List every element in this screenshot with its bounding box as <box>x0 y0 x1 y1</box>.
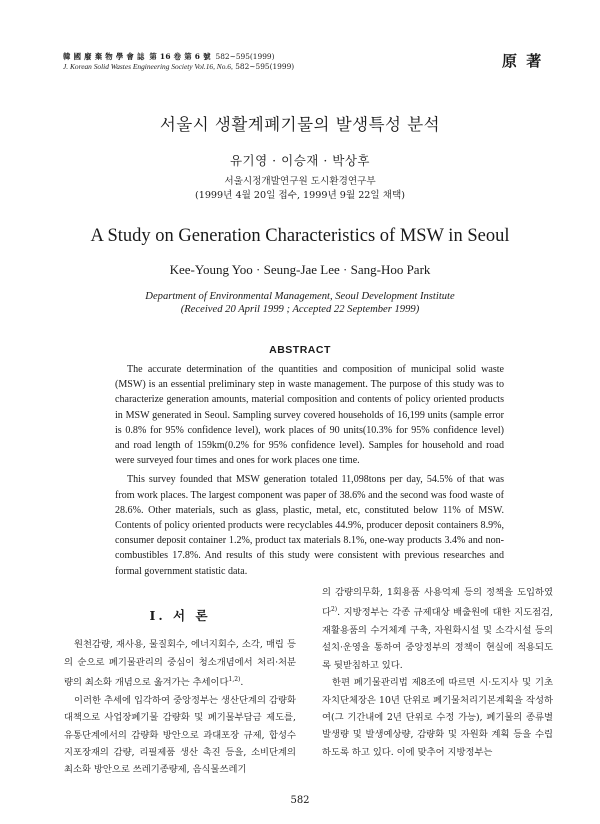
body-text: 원천감량, 재사용, 물질회수, 에너지회수, 소각, 매립 등의 순으로 폐기물관리의 중심이 청소개념에서 처리·처분량의 최소화 개념으로 옮겨가는 추세이다 <box>64 639 296 689</box>
abstract-paragraph: The accurate determination of the quantities and composition of municipal solid waste (MSW) is an essential preliminary step in waste management. The purpose of this study was to characterize generation amounts, material composition and contents of policy oriented products in MSW generated in Seoul. Sampling survey covered households of 16,199 units (sample error is 0.8% for 95% confidence level), work places of 90 units(10.3% for 95% confidence level) and road length of 159km(0.2% for 95% confidence level). Samples for household and road were surveyed four times and ones for work places one time. <box>115 364 504 467</box>
journal-reference <box>63 52 294 72</box>
abstract-body <box>115 362 504 583</box>
body-paragraph <box>64 636 296 691</box>
journal-name-english: J. Korean Solid Wastes Engineering Society Vol.16, No.6, <box>63 62 233 71</box>
body-paragraph: 한편 폐기물관리법 제8조에 따르면 시·도지사 및 기초자치단체장은 10년 단위로 폐기물처리기본계획을 작성하여(그 기간내에 2년 단위로 수정 가능), 폐기물의 종류별 발생량 및 발생예상량, 감량화 및 자원화 계획 등을 수립하도록 하고 있다. 이에 맞추어 지방정부는 <box>322 677 553 758</box>
korean-authors: 유기영 · 이승재 · 박상후 <box>229 153 371 168</box>
body-paragraph: 이러한 추세에 입각하여 중앙정부는 생산단계의 감량화 대책으로 사업장폐기물 감량화 및 폐기물부담금 제도를, 유통단계에서의 감량화 방안으로 과대포장 규제, 합성수지포장재의 감량, 리필제품 생산 촉진 등을, 소비단계의 최소화 방안으로 쓰레기종량제, 음식물쓰레기 <box>64 694 296 776</box>
journal-name-korean: 韓 國 廢 棄 物 學 會 誌 <box>63 52 145 61</box>
abstract-heading: ABSTRACT <box>269 344 331 356</box>
english-authors: Kee-Young Yoo · Seung-Jae Lee · Sang-Hoo Park <box>169 262 431 277</box>
journal-reference-english <box>63 62 294 72</box>
english-affiliation-block <box>0 290 600 316</box>
korean-affiliation: 서울시정개발연구원 도시환경연구부 <box>224 176 376 187</box>
article-type-label: 原 著 <box>502 52 544 70</box>
english-affiliation: Department of Environmental Management, Seoul Development Institute <box>145 291 455 302</box>
english-title: A Study on Generation Characteristics of MSW in Seoul <box>90 226 510 246</box>
page-number: 582 <box>290 795 310 806</box>
korean-title: 서울시 생활계폐기물의 발생특성 분석 <box>159 115 441 134</box>
body-text: 의 감량의무화, 1회용품 사용억제 등의 정책을 도입하였다 <box>322 587 553 619</box>
abstract-paragraph: This survey founded that MSW generation totaled 11,098tons per day, 54.5% of that was from work places. The largest component was paper of 38.6% and the second was food waste of 28.6%. Other materials, such as glass, plastic, metal, etc, constituted below 11% of MSW. Contents of policy oriented products were recyclables 44.9%, producer deposit containers 8.9%, consumer deposit container 1.2%, product tax materials 8.1%, one-way products 3.4% and non-combustibles 17.8%. And results of this study were consistent with previous researches and formal government statistic data. <box>115 474 504 577</box>
body-column-left <box>64 607 296 779</box>
journal-reference-korean <box>63 52 294 62</box>
body-text: . 지방정부는 각종 규제대상 배출원에 대한 지도점검, 재활용품의 수거체계 구축, 자원화시설 및 소각시설 등의 설치·운영을 통하여 중앙정부의 정책이 현실에 적용되도록 뒷받침하고 있다. <box>322 607 553 671</box>
journal-pages-korean: 582~595(1999) <box>215 52 275 61</box>
section-heading: Ⅰ. 서 론 <box>149 608 211 623</box>
english-dates: (Received 20 April 1999 ; Accepted 22 September 1999) <box>180 304 420 315</box>
body-column-right <box>322 584 553 761</box>
body-paragraph <box>322 584 553 674</box>
body-text: . <box>240 677 244 689</box>
journal-pages-english: 582~595(1999) <box>235 62 295 71</box>
citation: 2) <box>330 606 338 614</box>
korean-affiliation-block <box>0 175 600 203</box>
journal-volume-korean: 第 16 卷 第 6 號 <box>149 52 211 61</box>
citation: 1,2) <box>228 676 241 684</box>
korean-dates: (1999년 4월 20일 접수, 1999년 9월 22일 채택) <box>194 190 405 201</box>
